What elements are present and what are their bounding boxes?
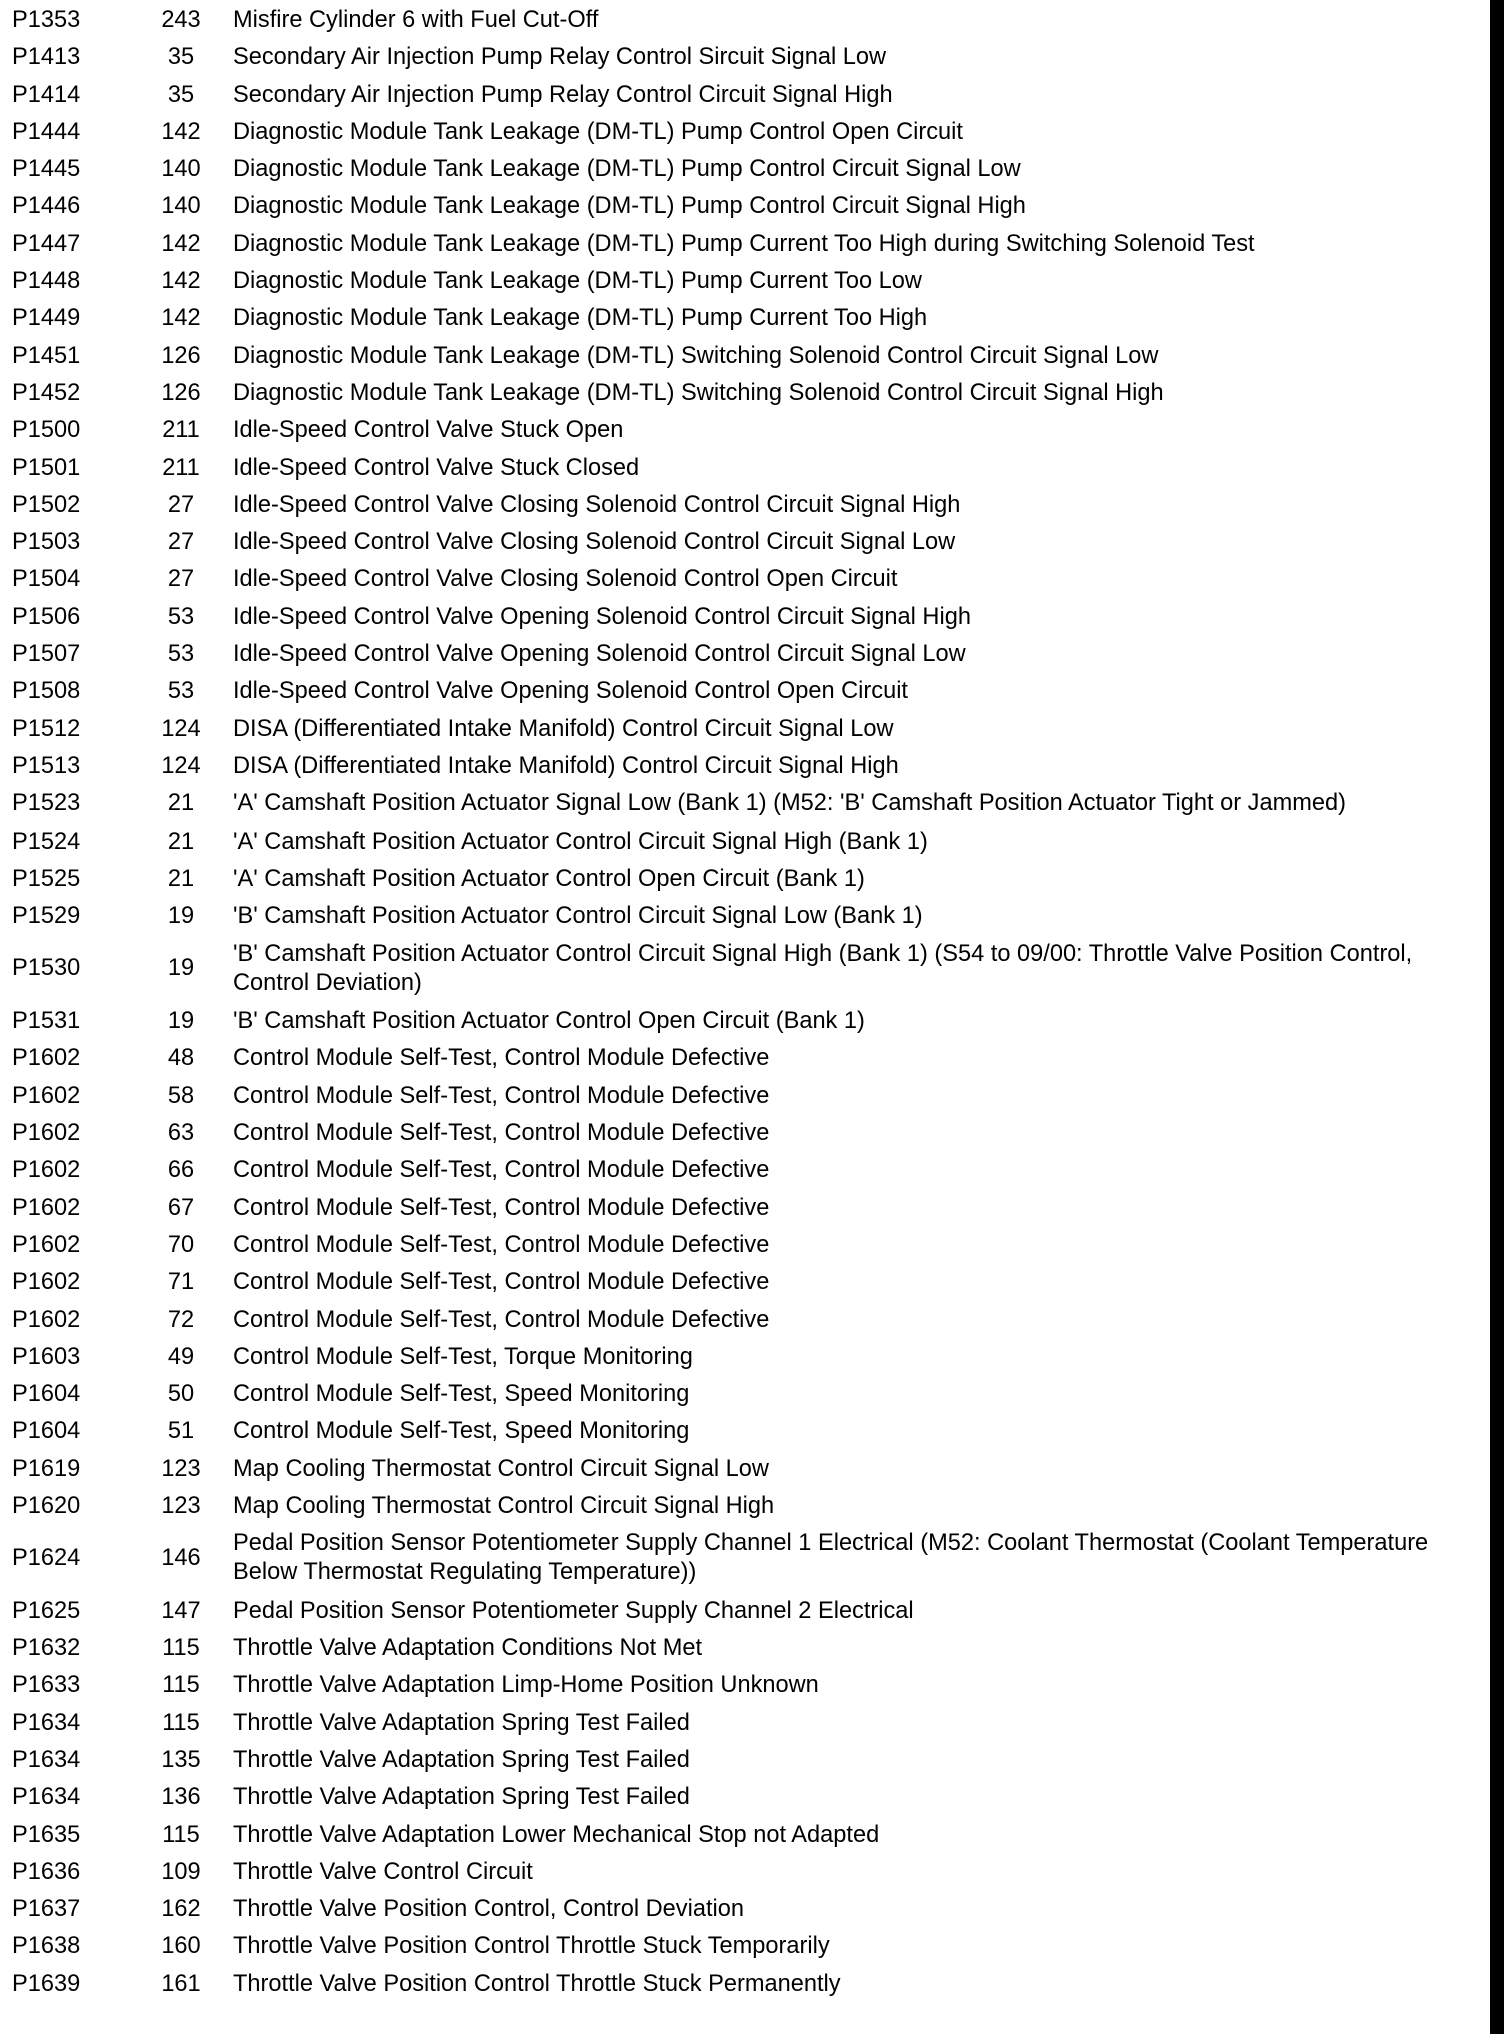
fault-number-cell: 66 (167, 1157, 195, 1184)
fault-description-cell: Control Module Self-Test, Speed Monitoring (233, 1381, 690, 1408)
table-row (12, 118, 1442, 155)
fault-code-cell: P1603 (12, 1343, 81, 1370)
fault-description-cell: Idle-Speed Control Valve Opening Solenoid Control Circuit Signal Low (233, 641, 966, 668)
fault-number-cell: 53 (167, 678, 195, 705)
fault-description-cell: Diagnostic Module Tank Leakage (DM-TL) Switching Solenoid Control Circuit Signal Low (233, 342, 1159, 369)
fault-number-cell: 58 (167, 1082, 195, 1109)
table-row (12, 192, 1442, 229)
fault-number-cell: 72 (167, 1306, 195, 1333)
fault-code-cell: P1604 (12, 1381, 81, 1408)
table-row (12, 416, 1442, 453)
fault-description-cell: 'B' Camshaft Position Actuator Control Open Circuit (Bank 1) (233, 1008, 865, 1035)
table-row (12, 81, 1442, 118)
fault-description-cell: Throttle Valve Control Circuit (233, 1858, 533, 1885)
table-row (12, 43, 1442, 80)
fault-description-cell: Map Cooling Thermostat Control Circuit Signal Low (233, 1455, 769, 1482)
fault-description-cell: Control Module Self-Test, Control Module Defective (233, 1269, 770, 1296)
fault-description-cell: Control Module Self-Test, Torque Monitoring (233, 1343, 693, 1370)
fault-description-cell: 'A' Camshaft Position Actuator Control Open Circuit (Bank 1) (233, 866, 865, 893)
fault-description-cell: Throttle Valve Adaptation Spring Test Failed (233, 1784, 690, 1811)
table-row (12, 342, 1442, 379)
fault-code-cell: P1620 (12, 1492, 81, 1519)
fault-description-cell: Throttle Valve Position Control Throttle Stuck Permanently (233, 1970, 841, 1997)
fault-number-cell: 115 (162, 1635, 200, 1662)
fault-number-cell: 147 (161, 1597, 201, 1624)
table-row (12, 902, 1442, 939)
fault-description-cell: Throttle Valve Position Control, Control Deviation (233, 1896, 744, 1923)
fault-description-cell: 'B' Camshaft Position Actuator Control Circuit Signal Low (Bank 1) (233, 903, 923, 930)
fault-description-cell: Diagnostic Module Tank Leakage (DM-TL) Pump Current Too High (233, 305, 928, 332)
fault-code-cell: P1448 (12, 268, 81, 295)
fault-code-cell: P1501 (12, 454, 81, 481)
fault-number-cell: 123 (161, 1455, 201, 1482)
fault-description-cell: Control Module Self-Test, Control Module Defective (233, 1231, 770, 1258)
table-row (12, 1858, 1442, 1895)
fault-number-cell: 126 (161, 342, 201, 369)
fault-code-cell: P1449 (12, 305, 81, 332)
fault-description-cell: Misfire Cylinder 6 with Fuel Cut-Off (233, 7, 599, 33)
fault-description-cell: Diagnostic Module Tank Leakage (DM-TL) Pump Control Circuit Signal Low (233, 156, 1021, 183)
fault-description-cell: Control Module Self-Test, Control Module Defective (233, 1306, 770, 1333)
fault-code-cell: P1602 (12, 1157, 81, 1184)
page-edge-bar (1490, 0, 1504, 2034)
fault-code-cell: P1637 (12, 1896, 81, 1923)
table-row (12, 565, 1442, 602)
fault-number-cell: 140 (161, 156, 201, 183)
fault-number-cell: 123 (161, 1492, 201, 1519)
fault-code-cell: P1633 (12, 1672, 81, 1699)
table-row (12, 789, 1442, 828)
table-row (12, 6, 1442, 43)
table-row (12, 828, 1442, 865)
fault-number-cell: 21 (167, 790, 195, 817)
fault-code-cell: P1635 (12, 1821, 81, 1848)
fault-description-cell: Throttle Valve Adaptation Conditions Not Met (233, 1635, 703, 1662)
fault-number-cell: 50 (167, 1381, 195, 1408)
fault-number-cell: 135 (161, 1746, 201, 1773)
fault-number-cell: 146 (161, 1544, 201, 1571)
table-row (12, 1783, 1442, 1820)
table-row (12, 715, 1442, 752)
fault-code-cell: P1619 (12, 1455, 81, 1482)
table-row (12, 1671, 1442, 1708)
fault-number-cell: 115 (162, 1709, 200, 1736)
table-row (12, 379, 1442, 416)
fault-description-cell: Control Module Self-Test, Control Module Defective (233, 1120, 770, 1147)
table-row (12, 1119, 1442, 1156)
fault-number-cell: 48 (167, 1045, 195, 1072)
fault-code-cell: P1602 (12, 1194, 81, 1221)
table-row (12, 230, 1442, 267)
fault-code-cell: P1529 (12, 903, 81, 930)
fault-number-cell: 142 (161, 230, 201, 257)
fault-code-cell: P1634 (12, 1746, 81, 1773)
fault-number-cell: 21 (167, 866, 195, 893)
fault-code-cell: P1506 (12, 603, 81, 630)
fault-number-cell: 161 (161, 1970, 201, 1997)
fault-description-cell: DISA (Differentiated Intake Manifold) Control Circuit Signal Low (233, 715, 894, 742)
fault-number-cell: 49 (167, 1343, 195, 1370)
fault-number-cell: 21 (167, 828, 195, 855)
fault-description-cell: 'A' Camshaft Position Actuator Signal Low (Bank 1) (M52: 'B' Camshaft Position Actuator Tight or Jammed) (233, 790, 1346, 817)
fault-code-cell: P1504 (12, 566, 81, 593)
table-row (12, 1343, 1442, 1380)
table-row (12, 1746, 1442, 1783)
fault-description-cell: Control Module Self-Test, Speed Monitoring (233, 1418, 690, 1445)
fault-code-cell: P1446 (12, 193, 81, 220)
table-row (12, 940, 1442, 1008)
table-row (12, 1970, 1442, 2007)
fault-code-cell: P1636 (12, 1858, 81, 1885)
fault-number-cell: 142 (161, 305, 201, 332)
table-row (12, 1597, 1442, 1634)
fault-number-cell: 27 (167, 529, 195, 556)
fault-description-cell: Idle-Speed Control Valve Stuck Open (233, 417, 624, 444)
fault-code-table-body (12, 6, 1442, 2007)
fault-description-cell: Throttle Valve Adaptation Spring Test Failed (233, 1709, 690, 1736)
fault-code-cell: P1624 (12, 1544, 81, 1571)
table-row (12, 1821, 1442, 1858)
fault-number-cell: 63 (167, 1120, 195, 1147)
fault-number-cell: 126 (161, 379, 201, 406)
table-row (12, 1231, 1442, 1268)
fault-description-cell: 'A' Camshaft Position Actuator Control Circuit Signal High (Bank 1) (233, 828, 928, 855)
fault-code-cell: P1500 (12, 417, 81, 444)
fault-description-cell: Control Module Self-Test, Control Module Defective (233, 1045, 770, 1072)
fault-description-cell: Diagnostic Module Tank Leakage (DM-TL) Switching Solenoid Control Circuit Signal High (233, 379, 1164, 406)
table-row (12, 1932, 1442, 1969)
fault-code-cell: P1413 (12, 44, 81, 71)
fault-description-cell: Diagnostic Module Tank Leakage (DM-TL) Pump Current Too Low (233, 268, 922, 295)
fault-description-cell: Idle-Speed Control Valve Closing Solenoid Control Circuit Signal High (233, 491, 961, 518)
fault-number-cell: 35 (167, 44, 195, 71)
table-row (12, 1895, 1442, 1932)
table-row (12, 267, 1442, 304)
table-row (12, 528, 1442, 565)
fault-number-cell: 27 (167, 491, 195, 518)
fault-description-cell: Throttle Valve Position Control Throttle Stuck Temporarily (233, 1933, 830, 1960)
fault-number-cell: 140 (161, 193, 201, 220)
fault-description-cell: Throttle Valve Adaptation Spring Test Failed (233, 1746, 690, 1773)
fault-description-cell: Map Cooling Thermostat Control Circuit Signal High (233, 1492, 775, 1519)
fault-number-cell: 51 (167, 1418, 195, 1445)
fault-description-cell: Throttle Valve Adaptation Lower Mechanical Stop not Adapted (233, 1821, 880, 1848)
table-row (12, 454, 1442, 491)
fault-number-cell: 162 (161, 1896, 201, 1923)
fault-number-cell: 142 (161, 118, 201, 145)
fault-description-cell: Throttle Valve Adaptation Limp-Home Position Unknown (233, 1672, 819, 1699)
table-row (12, 1417, 1442, 1454)
fault-code-cell: P1530 (12, 955, 81, 982)
fault-description-cell: Control Module Self-Test, Control Module Defective (233, 1157, 770, 1184)
fault-code-cell: P1634 (12, 1709, 81, 1736)
fault-number-cell: 19 (167, 1008, 195, 1035)
fault-description-cell: Control Module Self-Test, Control Module Defective (233, 1082, 770, 1109)
fault-number-cell: 211 (162, 454, 200, 481)
fault-number-cell: 243 (161, 7, 201, 33)
fault-code-cell: P1444 (12, 118, 81, 145)
table-row (12, 752, 1442, 789)
fault-code-cell: P1445 (12, 156, 81, 183)
table-row (12, 155, 1442, 192)
fault-number-cell: 124 (161, 752, 201, 779)
fault-code-cell: P1602 (12, 1231, 81, 1258)
table-row (12, 1492, 1442, 1529)
fault-number-cell: 19 (167, 903, 195, 930)
fault-number-cell: 27 (167, 566, 195, 593)
table-row (12, 304, 1442, 341)
fault-number-cell: 142 (161, 268, 201, 295)
fault-code-cell: P1513 (12, 752, 81, 779)
table-row (12, 865, 1442, 902)
fault-code-cell: P1353 (12, 7, 81, 33)
fault-description-cell: Diagnostic Module Tank Leakage (DM-TL) Pump Current Too High during Switching Solenoid Test (233, 230, 1255, 257)
fault-number-cell: 115 (162, 1672, 200, 1699)
fault-description-cell: Idle-Speed Control Valve Stuck Closed (233, 454, 640, 481)
fault-code-cell: P1639 (12, 1970, 81, 1997)
table-row (12, 677, 1442, 714)
fault-description-cell: Control Module Self-Test, Control Module Defective (233, 1194, 770, 1221)
fault-code-cell: P1507 (12, 641, 81, 668)
fault-number-cell: 71 (167, 1269, 195, 1296)
table-row (12, 1082, 1442, 1119)
table-row (12, 1044, 1442, 1081)
fault-description-cell: Idle-Speed Control Valve Closing Solenoid Control Circuit Signal Low (233, 529, 956, 556)
fault-number-cell: 211 (162, 417, 200, 444)
fault-description-cell: Idle-Speed Control Valve Opening Solenoid Control Circuit Signal High (233, 603, 971, 630)
fault-number-cell: 136 (161, 1784, 201, 1811)
fault-number-cell: 19 (167, 955, 195, 982)
fault-code-cell: P1602 (12, 1082, 81, 1109)
table-row (12, 1709, 1442, 1746)
fault-code-cell: P1525 (12, 866, 81, 893)
fault-code-cell: P1502 (12, 491, 81, 518)
fault-code-cell: P1452 (12, 379, 81, 406)
fault-number-cell: 35 (167, 81, 195, 108)
fault-code-cell: P1447 (12, 230, 81, 257)
table-row (12, 603, 1442, 640)
fault-code-cell: P1632 (12, 1635, 81, 1662)
fault-code-cell: P1503 (12, 529, 81, 556)
fault-number-cell: 67 (167, 1194, 195, 1221)
fault-code-cell: P1602 (12, 1120, 81, 1147)
table-row (12, 1380, 1442, 1417)
fault-code-cell: P1604 (12, 1418, 81, 1445)
fault-code-cell: P1531 (12, 1008, 81, 1035)
fault-number-cell: 53 (167, 641, 195, 668)
fault-code-cell: P1524 (12, 828, 81, 855)
fault-number-cell: 160 (161, 1933, 201, 1960)
table-row (12, 1634, 1442, 1671)
fault-code-cell: P1512 (12, 715, 81, 742)
fault-code-cell: P1451 (12, 342, 81, 369)
fault-number-cell: 70 (167, 1231, 195, 1258)
fault-code-cell: P1638 (12, 1933, 81, 1960)
table-row (12, 640, 1442, 677)
table-row (12, 491, 1442, 528)
fault-number-cell: 115 (162, 1821, 200, 1848)
fault-description-cell: Diagnostic Module Tank Leakage (DM-TL) Pump Control Open Circuit (233, 118, 963, 145)
fault-number-cell: 124 (161, 715, 201, 742)
fault-description-cell: 'B' Camshaft Position Actuator Control Circuit Signal High (Bank 1) (S54 to 09/00: Throttle Valve Position Control, Control Deviation) (233, 940, 1413, 996)
fault-description-cell: Pedal Position Sensor Potentiometer Supply Channel 2 Electrical (233, 1597, 914, 1624)
table-row (12, 1268, 1442, 1305)
fault-description-cell: Pedal Position Sensor Potentiometer Supply Channel 1 Electrical (M52: Coolant Thermostat (Coolant Temperature Below Thermostat Regulating Temperature)) (233, 1530, 1429, 1586)
table-row (12, 1194, 1442, 1231)
fault-number-cell: 109 (161, 1858, 201, 1885)
fault-code-cell: P1602 (12, 1269, 81, 1296)
fault-description-cell: Secondary Air Injection Pump Relay Control Circuit Signal High (233, 81, 893, 108)
fault-code-cell: P1634 (12, 1784, 81, 1811)
fault-description-cell: Secondary Air Injection Pump Relay Control Sircuit Signal Low (233, 44, 887, 71)
table-row (12, 1007, 1442, 1044)
fault-code-cell: P1602 (12, 1045, 81, 1072)
fault-description-cell: Diagnostic Module Tank Leakage (DM-TL) Pump Control Circuit Signal High (233, 193, 1026, 220)
fault-description-cell: DISA (Differentiated Intake Manifold) Control Circuit Signal High (233, 752, 899, 779)
fault-code-table (12, 6, 1442, 2007)
fault-code-cell: P1523 (12, 790, 81, 817)
fault-number-cell: 53 (167, 603, 195, 630)
table-row (12, 1156, 1442, 1193)
fault-code-cell: P1508 (12, 678, 81, 705)
fault-code-cell: P1625 (12, 1597, 81, 1624)
fault-description-cell: Idle-Speed Control Valve Closing Solenoid Control Open Circuit (233, 566, 898, 593)
table-row (12, 1529, 1442, 1597)
fault-code-cell: P1602 (12, 1306, 81, 1333)
fault-code-cell: P1414 (12, 81, 81, 108)
table-row (12, 1455, 1442, 1492)
table-row (12, 1306, 1442, 1343)
fault-description-cell: Idle-Speed Control Valve Opening Solenoid Control Open Circuit (233, 678, 908, 705)
